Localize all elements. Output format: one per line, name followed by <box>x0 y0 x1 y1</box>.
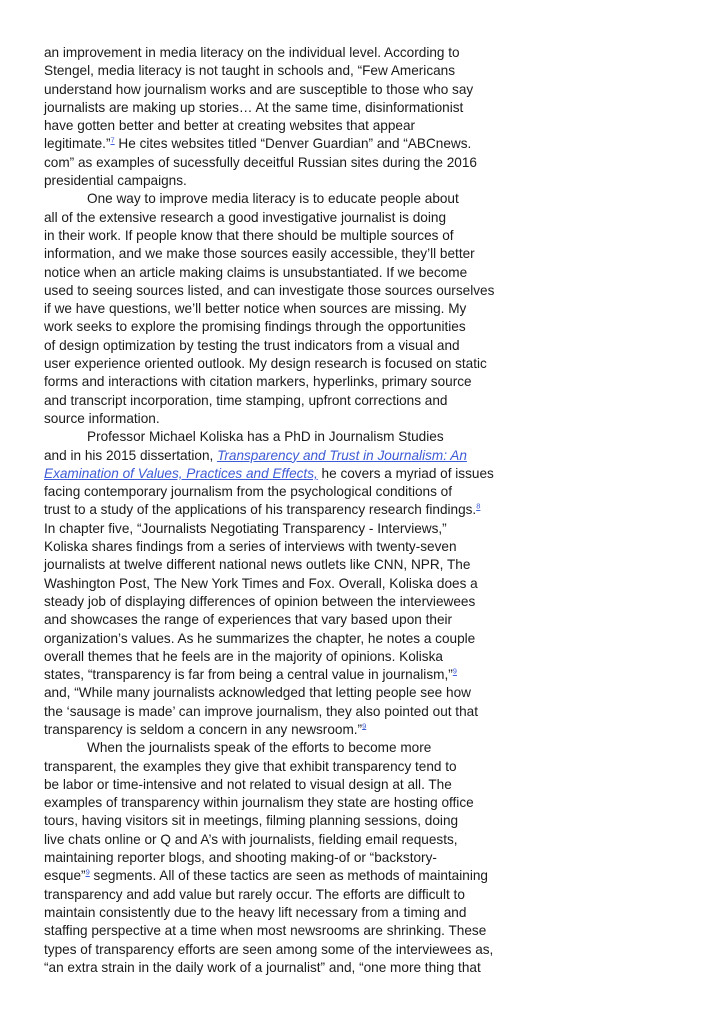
footnote-marker[interactable]: 8 <box>476 501 481 511</box>
text-segment: He cites websites titled “Denver Guardian” and “ABCnews. <box>114 136 472 152</box>
text-line: the ‘sausage is made’ can improve journalism, they also pointed out that <box>44 703 478 719</box>
text-line: forms and interactions with citation markers, hyperlinks, primary source <box>44 374 472 390</box>
text-line: facing contemporary journalism from the psychological conditions of <box>44 484 453 500</box>
text-line: and transcript incorporation, time stamping, upfront corrections and <box>44 392 448 408</box>
text-line: an improvement in media literacy on the individual level. According to <box>44 45 460 60</box>
text-line: understand how journalism works and are susceptible to those who say <box>44 81 474 97</box>
text-segment: he covers a myriad of issues <box>317 465 494 481</box>
text-line: in their work. If people know that there should be multiple sources of <box>44 227 454 243</box>
text-line: presidential campaigns. <box>44 173 187 189</box>
text-line: of design optimization by testing the trust indicators from a visual and <box>44 337 460 353</box>
text-line: work seeks to explore the promising findings through the opportunities <box>44 319 466 335</box>
text-line: One way to improve media literacy is to educate people about <box>87 191 459 207</box>
paragraph-transparency-efforts <box>44 739 524 977</box>
text-line: Koliska shares findings from a series of interviews with twenty-seven <box>44 539 457 555</box>
text-line: overall themes that he feels are in the majority of opinions. Koliska <box>44 648 443 664</box>
text-line <box>44 867 524 885</box>
dissertation-link-continued[interactable]: Examination of Values, Practices and Effects, <box>44 465 318 481</box>
text-line: notice when an article making claims is unsubstantiated. If we become <box>44 264 468 280</box>
text-line: be labor or time-intensive and not related to visual design at all. The <box>44 776 452 792</box>
paragraph-koliska <box>44 428 524 739</box>
text-line <box>44 501 524 519</box>
text-line: In chapter five, “Journalists Negotiating Transparency - Interviews,” <box>44 520 447 536</box>
text-line: source information. <box>44 410 160 426</box>
text-line: steady job of displaying differences of opinion between the interviewees <box>44 593 476 609</box>
text-line: types of transparency efforts are seen among some of the interviewees as, <box>44 941 494 957</box>
text-line: and, “While many journalists acknowledged that letting people see how <box>44 685 471 701</box>
text-line <box>44 666 524 684</box>
text-line: When the journalists speak of the efforts to become more <box>87 740 432 756</box>
text-line: journalists are making up stories… At the same time, disinformationist <box>44 99 464 115</box>
text-line: live chats online or Q and A’s with journalists, fielding email requests, <box>44 831 458 847</box>
text-line: examples of transparency within journalism they state are hosting office <box>44 795 474 811</box>
text-line: com” as examples of sucessfully deceitful Russian sites during the 2016 <box>44 154 477 170</box>
text-segment: legitimate.” <box>44 136 111 152</box>
text-line: transparency and add value but rarely occur. The efforts are difficult to <box>44 886 465 902</box>
text-line: Professor Michael Koliska has a PhD in Journalism Studies <box>87 429 444 445</box>
text-segment: esque” <box>44 868 86 884</box>
text-line: if we have questions, we’ll better notice when sources are missing. My <box>44 301 467 317</box>
text-line <box>44 721 524 739</box>
text-segment: transparency is seldom a concern in any newsroom.” <box>44 721 363 737</box>
text-line: staffing perspective at a time when most newsrooms are shrinking. These <box>44 923 487 939</box>
text-line: and showcases the range of experiences that vary based upon their <box>44 612 453 628</box>
document-page <box>44 44 524 977</box>
text-line: information, and we make those sources easily accessible, they’ll better <box>44 246 475 262</box>
text-line: all of the extensive research a good investigative journalist is doing <box>44 209 447 225</box>
text-line: Stengel, media literacy is not taught in schools and, “Few Americans <box>44 63 456 79</box>
dissertation-link[interactable]: Transparency and Trust in Journalism: An <box>217 447 467 463</box>
text-line <box>44 447 524 465</box>
paragraph-media-literacy <box>44 44 524 190</box>
text-line: maintaining reporter blogs, and shooting making-of or “backstory- <box>44 850 437 866</box>
footnote-marker[interactable]: 9 <box>362 721 367 731</box>
text-line: user experience oriented outlook. My design research is focused on static <box>44 356 487 372</box>
text-line: maintain consistently due to the heavy lift necessary from a timing and <box>44 904 467 920</box>
text-segment: trust to a study of the applications of his transparency research findings. <box>44 502 477 518</box>
paragraph-improve-literacy <box>44 190 524 428</box>
text-line <box>44 465 524 483</box>
text-line: transparent, the examples they give that exhibit transparency tend to <box>44 758 457 774</box>
footnote-marker[interactable]: 9 <box>452 666 457 676</box>
text-line: used to seeing sources listed, and can investigate those sources ourselves <box>44 282 495 298</box>
text-segment: states, “transparency is far from being a central value in journalism,” <box>44 667 453 683</box>
text-line: journalists at twelve different national news outlets like CNN, NPR, The <box>44 557 471 573</box>
text-segment: and in his 2015 dissertation, <box>44 447 218 463</box>
text-line: have gotten better and better at creating websites that appear <box>44 118 416 134</box>
text-line: “an extra strain in the daily work of a journalist” and, “one more thing that <box>44 959 481 975</box>
text-segment: segments. All of these tactics are seen as methods of maintaining <box>89 868 488 884</box>
text-line <box>44 135 524 153</box>
text-line: Washington Post, The New York Times and Fox. Overall, Koliska does a <box>44 575 478 591</box>
footnote-marker[interactable]: 7 <box>110 135 115 145</box>
text-line: tours, having visitors sit in meetings, filming planning sessions, doing <box>44 813 459 829</box>
text-line: organization’s values. As he summarizes the chapter, he notes a couple <box>44 630 476 646</box>
footnote-marker[interactable]: 9 <box>85 867 90 877</box>
